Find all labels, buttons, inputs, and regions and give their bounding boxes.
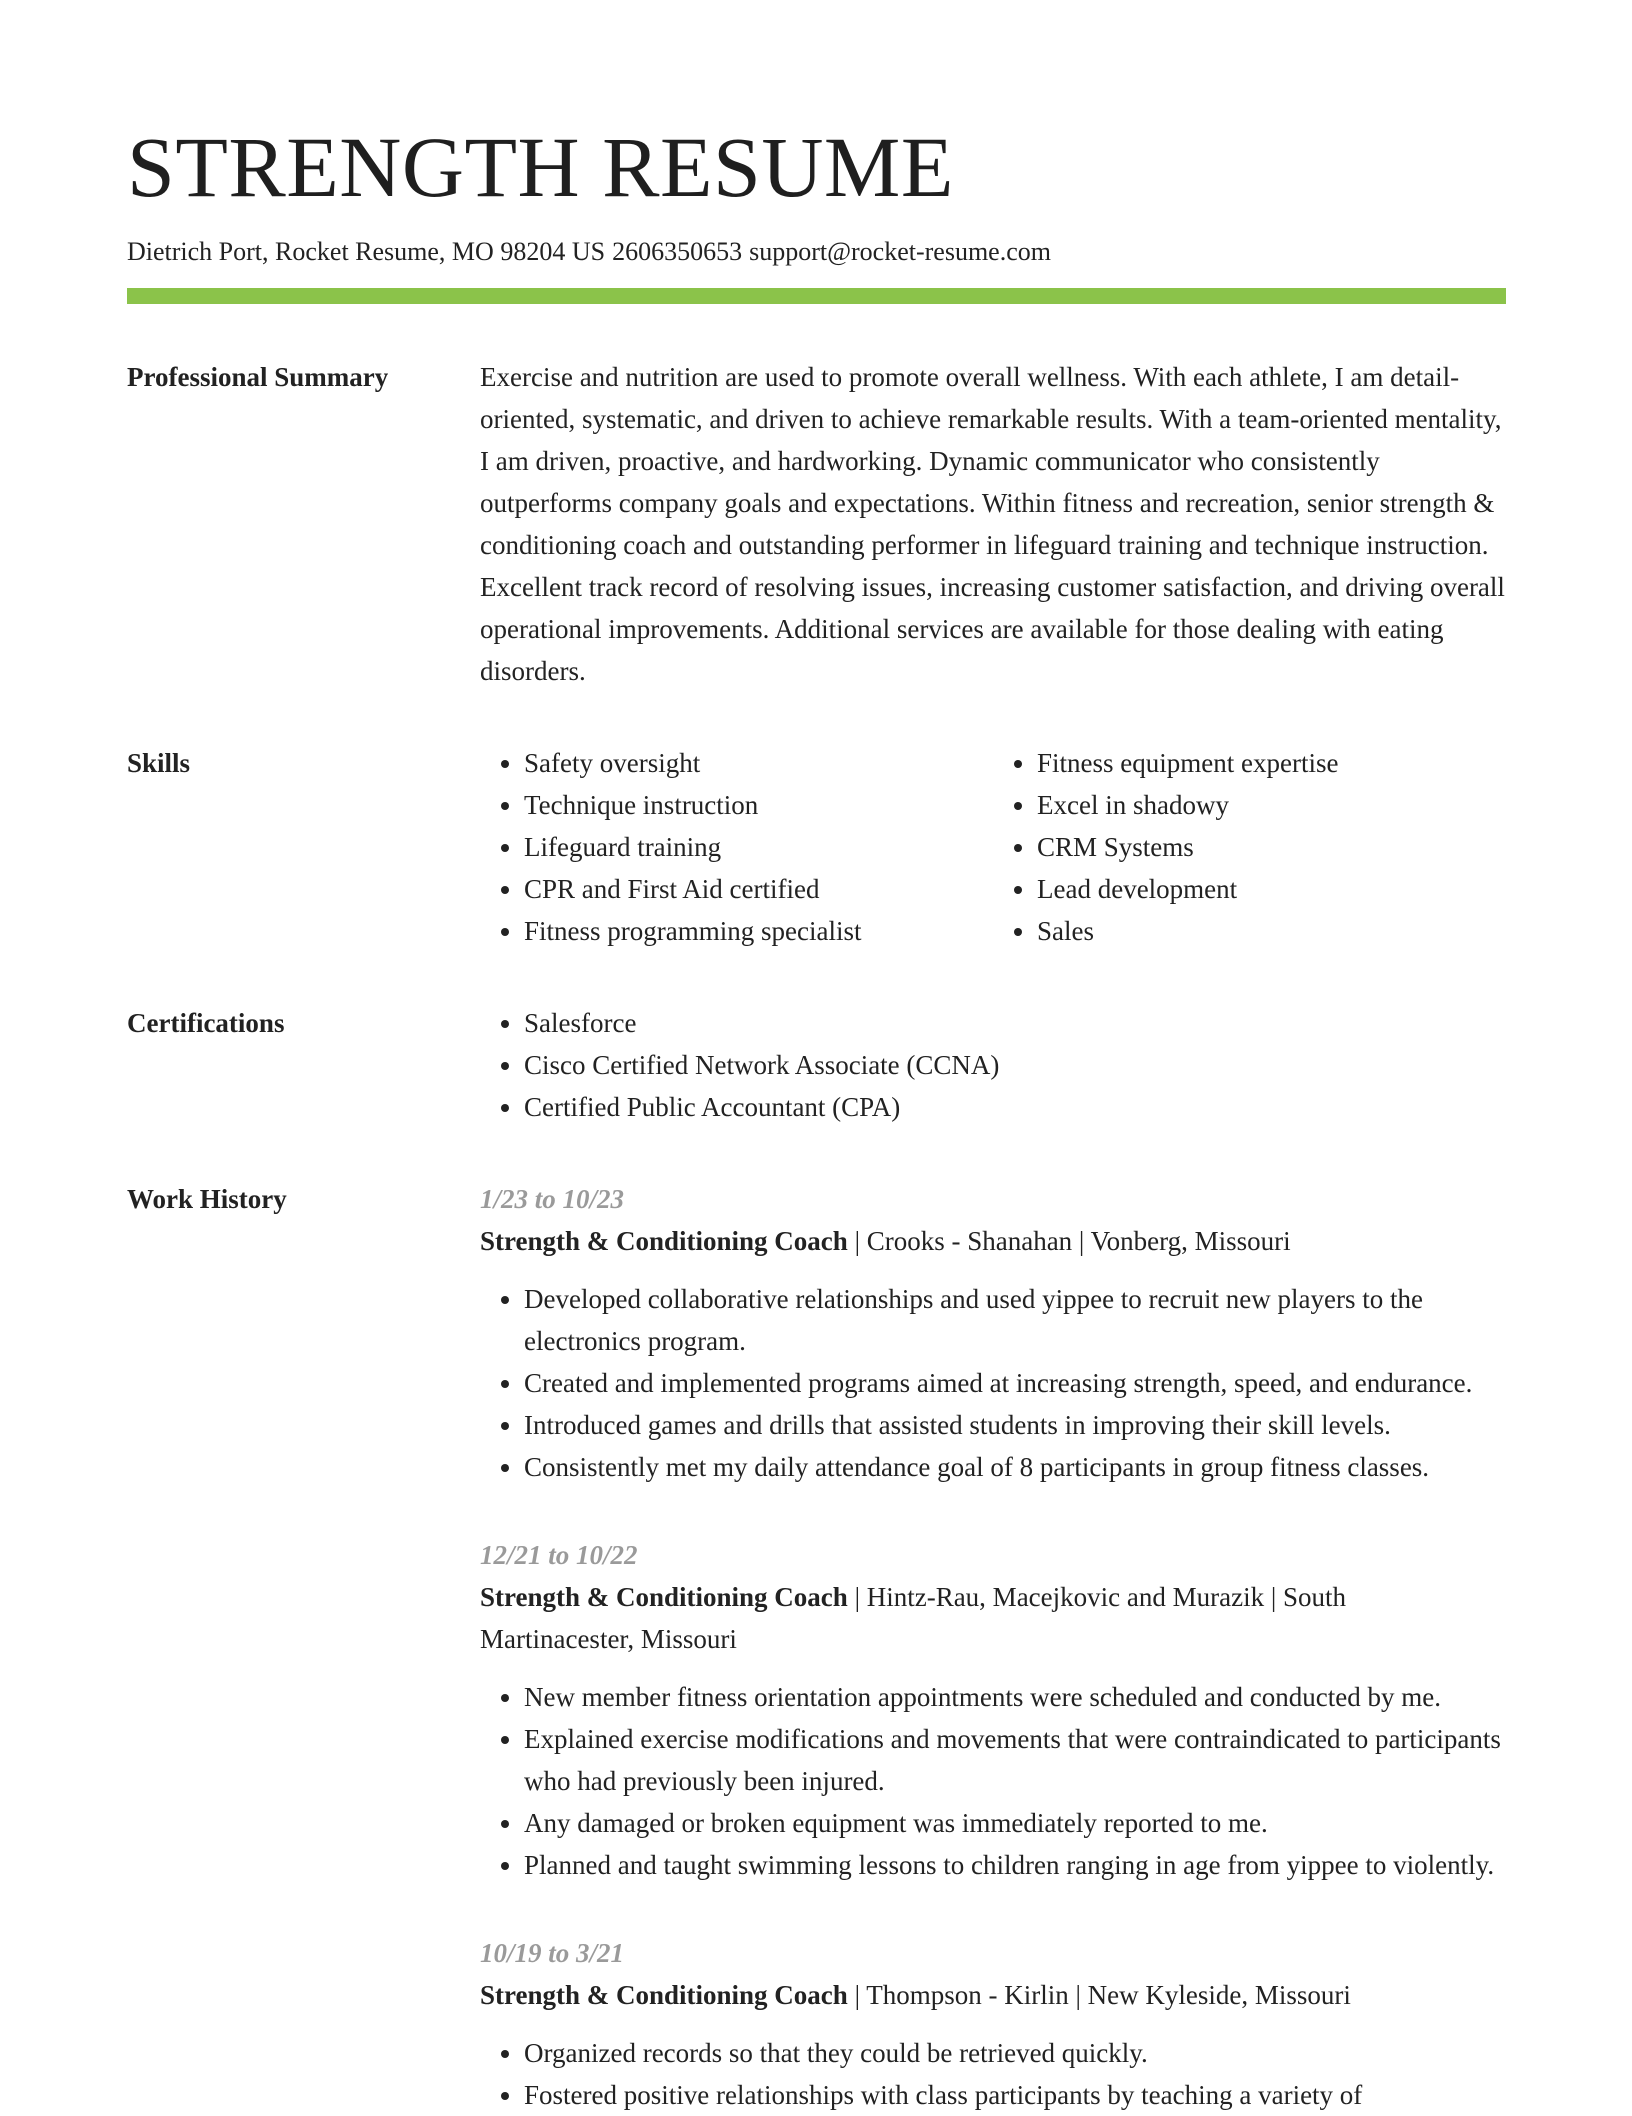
work-history-body [480, 1178, 1506, 2116]
job-employer-location: | Thompson - Kirlin | New Kyleside, Missouri [847, 1980, 1351, 2010]
job-dates: 12/21 to 10/22 [480, 1540, 638, 1570]
skill-item: • Excel in shadowy [1037, 784, 1506, 826]
job-employer-location: | Hintz-Rau, Macejkovic and Murazik | South Martinacester, Missouri [480, 1582, 1347, 1654]
job-title-line [480, 1576, 1506, 1660]
skills-heading: Skills [127, 748, 191, 778]
job-bullet: • Developed collaborative relationships and used yippee to recruit new players to the electronics program. [524, 1278, 1506, 1362]
job-entry [480, 1932, 1506, 2116]
job-entry [480, 1178, 1506, 1488]
job-title-line [480, 1974, 1506, 2016]
summary-section [127, 356, 1506, 692]
skill-item: • Safety oversight [524, 742, 993, 784]
skill-item: • Technique instruction [524, 784, 993, 826]
skills-section [127, 742, 1506, 952]
job-bullet: • Any damaged or broken equipment was immediately reported to me. [524, 1802, 1506, 1844]
skill-item: • CPR and First Aid certified [524, 868, 993, 910]
certification-item: • Certified Public Accountant (CPA) [524, 1086, 1506, 1128]
skills-body [480, 742, 1506, 952]
certification-item: • Cisco Certified Network Associate (CCNA) [524, 1044, 1506, 1086]
skill-item: • CRM Systems [1037, 826, 1506, 868]
job-bullet: • Consistently met my daily attendance goal of 8 participants in group fitness classes. [524, 1446, 1506, 1488]
summary-heading: Professional Summary [127, 362, 389, 392]
summary-body [480, 356, 1506, 692]
candidate-name: STRENGTH RESUME [127, 119, 954, 215]
contact-email: support@rocket-resume.com [749, 237, 1051, 266]
work-history-section [127, 1178, 1506, 2116]
job-title-line [480, 1220, 1506, 1262]
job-bullet: • Introduced games and drills that assisted students in improving their skill levels. [524, 1404, 1506, 1446]
skill-item: • Lifeguard training [524, 826, 993, 868]
job-bullet: • Planned and taught swimming lessons to children ranging in age from yippee to violently. [524, 1844, 1506, 1886]
accent-divider [127, 288, 1506, 304]
work-history-heading: Work History [127, 1184, 287, 1214]
certifications-heading: Certifications [127, 1008, 285, 1038]
skill-item: • Fitness equipment expertise [1037, 742, 1506, 784]
job-bullets [480, 1676, 1506, 1886]
job-title: Strength & Conditioning Coach [480, 1582, 848, 1612]
summary-text: Exercise and nutrition are used to promote overall wellness. With each athlete, I am detail-oriented, systematic, and driven to achieve remarkable results. With a team-oriented mentality, I am driven, proactive, and hardworking. Dynamic communicator who consistently outperforms company goals and expectations. Within fitness and recreation, senior strength & conditioning coach and outstanding performer in lifeguard training and technique instruction. Excellent track record of resolving issues, increasing customer satisfaction, and driving overall operational improvements. Additional services are available for those dealing with eating disorders. [480, 362, 1505, 686]
skills-list-right [993, 742, 1506, 952]
certification-item: • Salesforce [524, 1002, 1506, 1044]
job-dates: 1/23 to 10/23 [480, 1184, 625, 1214]
skills-list-left [480, 742, 993, 952]
contact-address: Dietrich Port, Rocket Resume, MO 98204 US [127, 237, 606, 266]
job-bullet: • Explained exercise modifications and movements that were contraindicated to participants who had previously been injured. [524, 1718, 1506, 1802]
job-title: Strength & Conditioning Coach [480, 1226, 848, 1256]
certifications-body [480, 1002, 1506, 1128]
job-bullet: • Fostered positive relationships with class participants by teaching a variety of [524, 2074, 1506, 2116]
contact-phone: 2606350653 [612, 237, 743, 266]
job-entry [480, 1534, 1506, 1886]
job-employer-location: | Crooks - Shanahan | Vonberg, Missouri [847, 1226, 1291, 1256]
job-title: Strength & Conditioning Coach [480, 1980, 848, 2010]
certifications-section [127, 1002, 1506, 1128]
skill-item: • Lead development [1037, 868, 1506, 910]
job-bullets [480, 1278, 1506, 1488]
contact-line [127, 236, 1506, 268]
job-dates: 10/19 to 3/21 [480, 1938, 625, 1968]
job-bullet: • Organized records so that they could be retrieved quickly. [524, 2032, 1506, 2074]
job-bullets [480, 2032, 1506, 2116]
certifications-list [480, 1002, 1506, 1128]
job-bullet: • New member fitness orientation appointments were scheduled and conducted by me. [524, 1676, 1506, 1718]
skill-item: • Sales [1037, 910, 1506, 952]
job-bullet: • Created and implemented programs aimed at increasing strength, speed, and endurance. [524, 1362, 1506, 1404]
skill-item: • Fitness programming specialist [524, 910, 993, 952]
